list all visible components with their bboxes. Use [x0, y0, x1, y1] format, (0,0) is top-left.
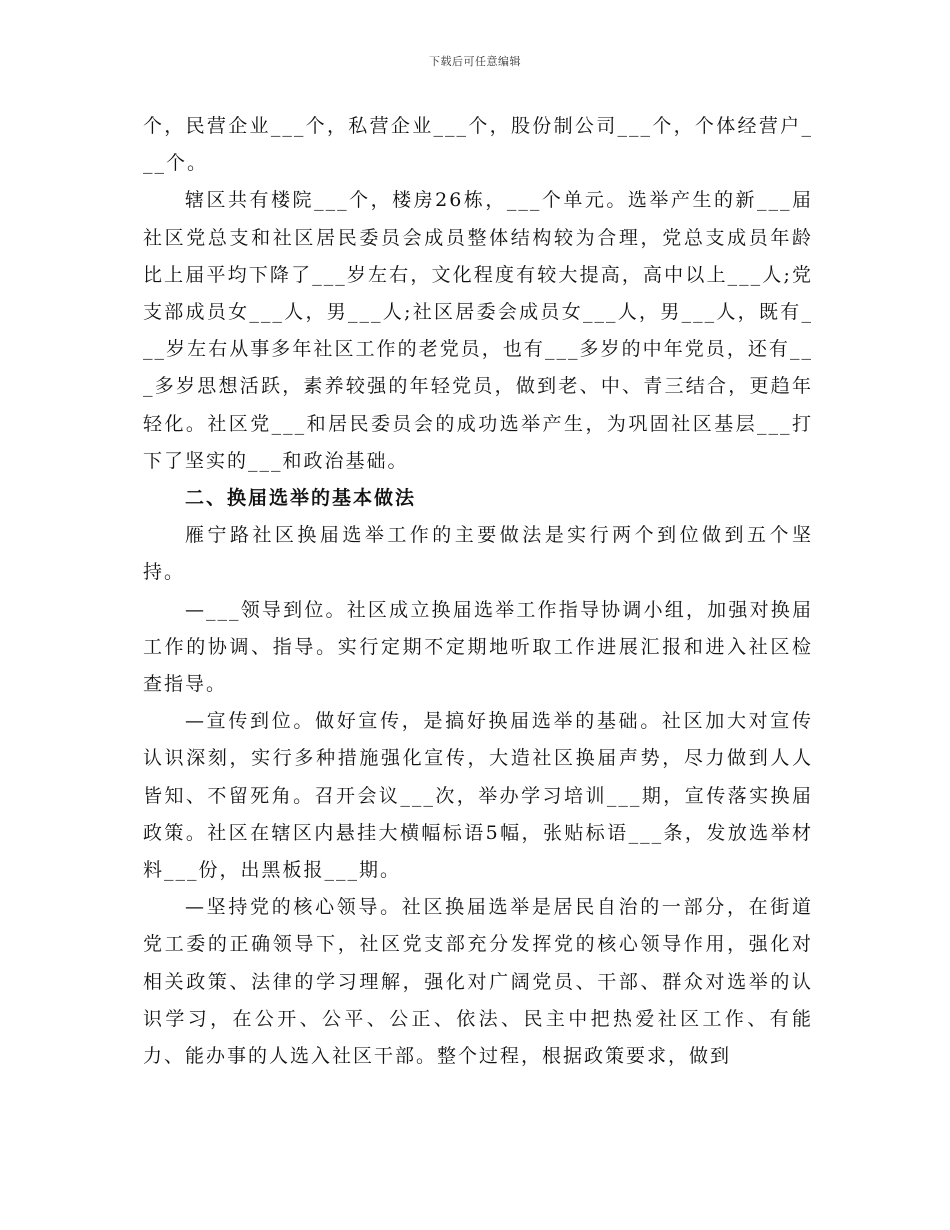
document-body [143, 108, 813, 1075]
paragraph-enterprise-counts: 个，民营企业___个，私营企业___个，股份制公司___个，个体经营户___个。 [143, 115, 813, 175]
paragraph-publicity-in-place: —宣传到位。做好宣传，是搞好换届选举的基础。社区加大对宣传认识深刻，实行多种措施强化宣传，大造社区换届声势，尽力做到人人皆知、不留死角。召开会议___次，举办学习培训___期，宣传落实换届政策。社区在辖区内悬挂大横幅标语5幅，张贴标语___条，发放选举材料___份，出黑板报___期。 [143, 710, 813, 882]
paragraph-party-core-leadership: —坚持党的核心领导。社区换届选举是居民自治的一部分，在街道党工委的正确领导下，社区党支部充分发挥党的核心领导作用，强化对相关政策、法律的学习理解，强化对广阔党员、干部、群众对选举的认识学习，在公开、公平、公正、依法、民主中把热爱社区工作、有能力、能办事的人选入社区干部。整个过程，根据政策要求，做到 [143, 896, 813, 1068]
paragraph-main-methods: 雁宁路社区换届选举工作的主要做法是实行两个到位做到五个坚持。 [143, 524, 813, 584]
section-heading-basic-methods: 二、换届选举的基本做法 [185, 487, 417, 510]
paragraph-leadership-in-place: —___领导到位。社区成立换届选举工作指导协调小组，加强对换届工作的协调、指导。实行定期不定期地听取工作进展汇报和进入社区检查指导。 [143, 598, 813, 696]
page-header: 下载后可任意编辑 [429, 55, 521, 68]
paragraph-district-overview: 辖区共有楼院___个，楼房26栋，___个单元。选举产生的新___届社区党总支和社区居民委员会成员整体结构较为合理，党总支成员年龄比上届平均下降了___岁左右，文化程度有较大提高，高中以上___人;党支部成员女___人，男___人;社区居委会成员女___人，男___人，既有___岁左右从事多年社区工作的老党员，也有___多岁的中年党员，还有___多岁思想活跃，素养较强的年轻党员，做到老、中、青三结合，更趋年轻化。社区党___和居民委员会的成功选举产生，为巩固社区基层___打下了坚实的___和政治基础。 [143, 189, 813, 472]
